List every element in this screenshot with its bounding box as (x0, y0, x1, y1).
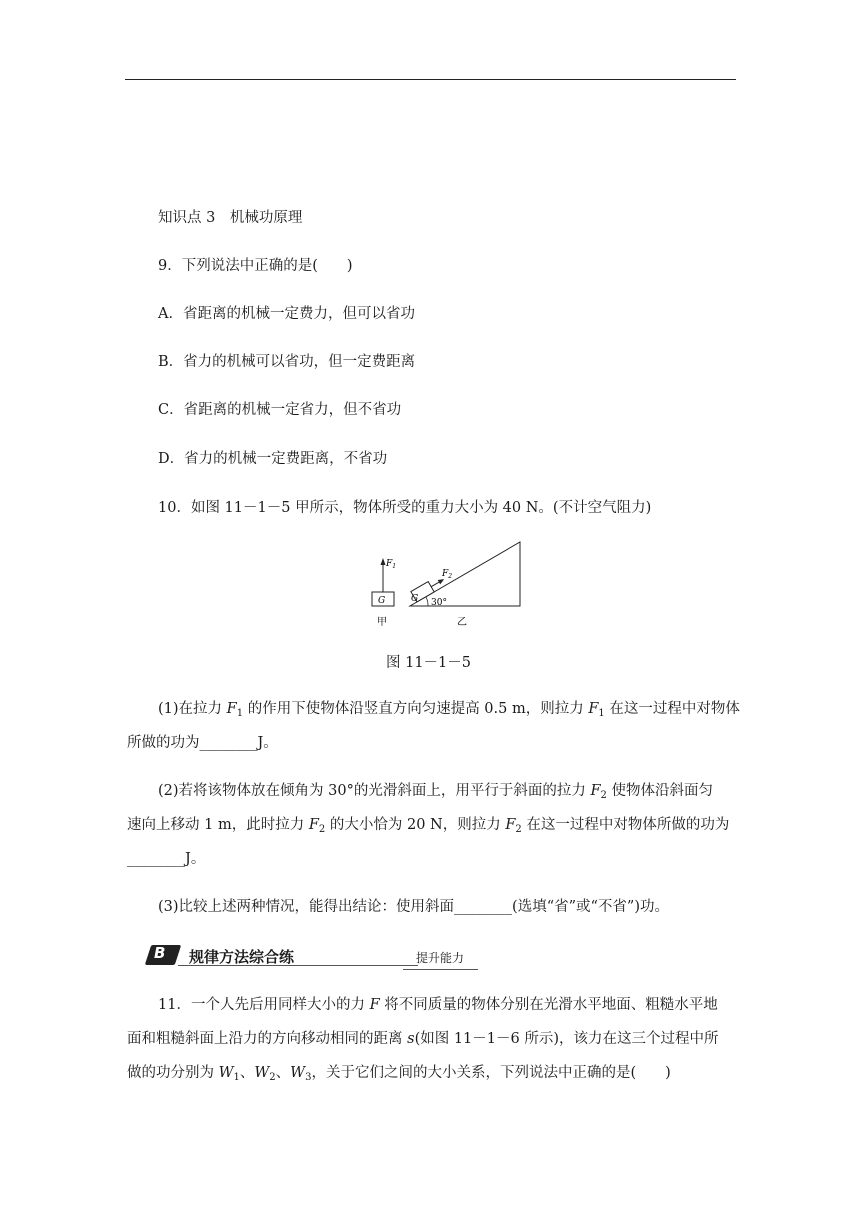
figure-11-1-5 (360, 532, 530, 632)
q9-stem: 9．下列说法中正确的是( ) (158, 258, 353, 274)
header-rule (125, 79, 736, 80)
label-yi: 乙 (457, 617, 467, 628)
section-b-header (148, 943, 488, 977)
q11-w3: W (290, 1065, 306, 1081)
q10-p1-f1-sub-b: 1 (598, 708, 605, 719)
label-g-right: G (411, 594, 419, 604)
q10-part3: (3)比较上述两种情况，能得出结论：使用斜面________(选填“省”或“不省”)功。 (158, 899, 670, 915)
q11-sep1: 、 (239, 1065, 255, 1081)
q11-w2-sub: 2 (269, 1072, 276, 1083)
q11-w1: W (218, 1065, 234, 1081)
q11-sep2: 、 (275, 1065, 291, 1081)
q11-l1-a: 11．一个人先后用同样大小的力 (158, 997, 370, 1013)
q10-p1-text-b: 的作用下使物体沿竖直方向匀速提高 0.5 m，则拉力 (243, 701, 589, 717)
q10-part2-line1 (158, 781, 713, 806)
figure-svg (360, 532, 530, 632)
section-b-rule (178, 965, 418, 966)
label-f1: $F_1$ (386, 559, 397, 570)
figure-caption: 图 11－1－5 (386, 655, 472, 671)
q11-l2-a: 面和粗糙斜面上沿力的方向移动相同的距离 (127, 1031, 408, 1047)
q10-p2-l2-f2-b: F (505, 817, 516, 833)
q10-p1-f1-b: F (588, 701, 599, 717)
section-b-letter: B (154, 944, 166, 962)
q11-l2-b: (如图 11－1－6 所示)，该力在这三个过程中所 (414, 1031, 719, 1047)
q11-line3 (127, 1063, 671, 1088)
q11-l3-a: 做的功分别为 (127, 1065, 219, 1081)
label-jia: 甲 (377, 617, 387, 628)
q11-l1-b: 将不同质量的物体分别在光滑水平地面、粗糙水平地 (379, 997, 718, 1013)
q10-p2-l2-f2-sub-b: 2 (515, 824, 522, 835)
q9-option-a: A．省距离的机械一定费力，但可以省功 (158, 306, 415, 322)
q11-s: s (407, 1031, 415, 1047)
q11-w2: W (254, 1065, 270, 1081)
q11-f: F (369, 997, 380, 1013)
arrow-f1-head (381, 558, 386, 565)
q11-w1-sub: 1 (233, 1072, 240, 1083)
q10-part2-line2 (127, 815, 729, 840)
q10-p2-text-b: 使物体沿斜面匀 (606, 783, 714, 799)
q10-part1-line2: 所做的功为________J。 (127, 735, 278, 751)
figure-jia (372, 558, 396, 606)
q10-p1-f1-sub: 1 (236, 708, 244, 719)
q10-p2-l2-a: 速向上移动 1 m，此时拉力 (127, 817, 309, 833)
label-g-left: G (378, 596, 386, 606)
section-title: 知识点 3 机械功原理 (158, 210, 303, 226)
q10-p2-l2-b: 的大小恰为 20 N，则拉力 (325, 817, 506, 833)
q11-line2 (127, 1029, 719, 1049)
section-b-rule-2 (403, 969, 478, 970)
q10-part1-line1 (158, 699, 740, 724)
q10-part2-line3: ________J。 (127, 851, 206, 867)
section-b-subtitle: 提升能力 (416, 951, 465, 965)
figure-yi (410, 542, 520, 608)
q9-option-c: C．省距离的机械一定省力，但不省功 (158, 402, 402, 418)
q9-option-d: D．省力的机械一定费距离，不省功 (158, 451, 388, 467)
angle-label: 30° (431, 598, 447, 608)
section-b-title: 规律方法综合练 (189, 948, 295, 966)
q10-p2-l2-c: 在这一过程中对物体所做的功为 (521, 817, 730, 833)
q10-p2-l2-f2-sub: 2 (318, 824, 326, 835)
q10-p2-l2-f2: F (308, 817, 319, 833)
q11-w3-sub: 3 (305, 1072, 312, 1083)
q9-option-b: B．省力的机械可以省功，但一定费距离 (158, 354, 416, 370)
q10-p1-text-a: (1)在拉力 (158, 701, 227, 717)
q10-p2-text-a: (2)若将该物体放在倾角为 30°的光滑斜面上，用平行于斜面的拉力 (158, 783, 591, 799)
angle-arc (426, 597, 428, 606)
q10-p1-text-c: 在这一过程中对物体 (604, 701, 740, 717)
q10-stem: 10．如图 11－1－5 甲所示，物体所受的重力大小为 40 N。(不计空气阻力) (158, 500, 652, 516)
q11-line1 (158, 995, 718, 1015)
q10-p2-f2: F (590, 783, 601, 799)
q10-p2-f2-sub: 2 (600, 790, 607, 801)
q10-p1-f1: F (226, 701, 237, 717)
label-f2: $F_2$ (442, 569, 453, 580)
q11-l3-b: ，关于它们之间的大小关系，下列说法中正确的是( ) (311, 1065, 671, 1081)
